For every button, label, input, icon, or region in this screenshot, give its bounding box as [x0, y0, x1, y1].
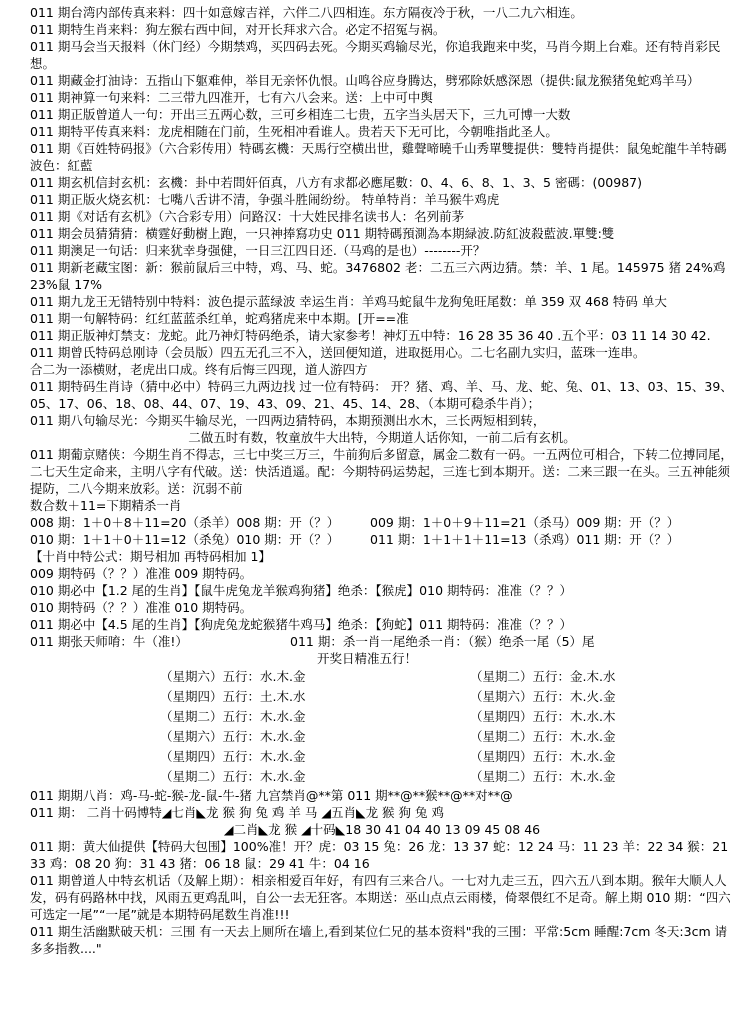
text-line: 011 期澳足一句话：归来犹幸身强健，一日三江四日还.（马鸡的是也）--------开？ [30, 243, 486, 258]
wuxing-row [30, 727, 734, 747]
text-line: 011 期藏金打油诗：五指山下躯难伸，举目无亲怀仇恨。山鸣谷应身腾达，劈邪除妖感深恩（提供:鼠龙猴猪兔蛇鸡羊马） [30, 73, 700, 88]
text-line: 011 期《百姓特码报》（六合彩传用）特碼玄機：天馬行空横出世，雞聲啼曉千山秀單雙提供：雙特肖提供：鼠兔蛇龍牛羊特碼波色：紅藍 [30, 141, 727, 173]
text-line: 011 期特生肖来料：狗左猴右西中间，对开长拜求六合。必定不招冤与祸。 [30, 22, 446, 37]
calc-cell: 009 期：1＋0＋9＋11=21（杀马）009 期：开（？） [370, 515, 680, 530]
wuxing-row [30, 767, 734, 787]
text-line: 011 期特码生肖诗（猜中必中）特码三九两边找 过一位有特码： 开？猪、鸡、羊、马、龙、蛇、兔、01、13、03、15、39、05、17、06、18、08、44、07、19、43、09、21、45、14、28、（本期可稳杀牛肖）； [30, 379, 733, 411]
text-line: 010 期必中【1.2 尾的生肖】【鼠牛虎兔龙羊猴鸡狗猪】绝杀：【猴虎】010 期特码：准准（？？） [30, 583, 573, 598]
wuxing-cell: （星期二）五行：金.木.水 [470, 669, 616, 684]
text-line: 二做五时有数，牧童放牛大出特，今期道人话你知，一前二后有玄机。 [188, 430, 576, 445]
calc-row [30, 531, 734, 548]
text-line: 011 期正版曾道人一句：开出三五两心数，三可乡相连二七贵，五字当头居天下，三九可博一大数 [30, 107, 571, 122]
text-line: 011 期正版神灯禁支：龙蛇。此乃神灯特码绝杀，请大家参考！神灯五中特：16 28 35 36 40 .五个平：03 11 14 30 42. [30, 328, 711, 343]
text-line: 011 期八句输尽光：今期买牛输尽光，一四两边猜特码，本期预测出水木，三长两短相到转， [30, 413, 546, 428]
zhang-left: 011 期张天师唷：牛（准!） [30, 634, 188, 649]
calc-cell: 008 期：1＋0＋8＋11=20（杀羊）008 期：开（？） [30, 515, 340, 530]
text-line: 011 期期八肖：鸡-马-蛇-猴-龙-鼠-牛-猪 九宫禁肖@**第 011 期**@**猴**@**对**@ [30, 788, 513, 803]
wuxing-row [30, 707, 734, 727]
wuxing-cell: （星期六）五行：木.火.金 [470, 689, 616, 704]
text-line: 011 期： 二肖十码博特◢七肖◣龙 猴 狗 兔 鸡 羊 马 ◢五肖◣龙 猴 狗 兔 鸡 [30, 805, 444, 820]
wuxing-title: 开奖日精准五行！ [316, 651, 417, 666]
text-line: 011 期神算一句来料：二三带九四准开，七有六八会来。送：上中可中舆 [30, 90, 433, 105]
text-line: 011 期一句解特码：红红蓝蓝杀红单，蛇鸡猪虎来中本期。[开==准 [30, 311, 409, 326]
text-line: 011 期：黄大仙提供【特码大包围】100%准！开？虎：03 15 兔：26 龙：13 37 蛇：12 24 马：11 23 羊：22 34 猴：21 33 鸡：08 20 狗：31 43 猪：06 18 鼠：29 41 牛：04 16 [30, 839, 729, 871]
wuxing-cell: （星期六）五行：木.水.金 [160, 729, 306, 744]
wuxing-cell: （星期二）五行：木.水.金 [470, 769, 616, 784]
calc-cell: 011 期：1＋1＋1＋11=13（杀鸡）011 期：开（？） [370, 532, 680, 547]
wuxing-row [30, 667, 734, 687]
text-line: 011 期会员猜猜猜：横霆好動樹上跑，一只神捧寫功史 011 期特碼預測為本期緑波.防紅波殺藍波.單雙:雙 [30, 226, 615, 241]
wuxing-cell: （星期四）五行：土.木.水 [160, 689, 306, 704]
text-line: 011 期曾道人中特玄机话（及解上期）：相亲相爱百年好，有四有三来合八。一七对九走三五，四六五八到本期。猴年大顺人人发，码有码路林中找，风雨五更鸡乱叫，自公一去无狂客。本期送：巫山点点云雨楼，倚翠偎红不足奇。解上期 010 期：“四六可选定一尾”“一尾”就是本期特码尾数生肖准!!! [30, 873, 731, 922]
zhang-right: 011 期：杀一肖一尾绝杀一肖：（猴）绝杀一尾（5）尾 [290, 634, 595, 649]
wuxing-cell: （星期二）五行：木.水.金 [470, 729, 616, 744]
text-line: 011 期葡京赌侠：今期生肖不得志，三七中奖三万三，牛前狗后多留意，属金二数有一码。一五两位可相合，下转二位搏同尾，二七天生定命来，主明八字有代破。送：快活逍遥。配：今期特码运势起，三连七到本期开。送：二来三跟一在头。三五神能须提防，二八今期来放彩。送：沉弱不前 [30, 447, 733, 496]
wuxing-cell: （星期六）五行：水.木.金 [160, 669, 306, 684]
text-line: ◢二肖◣龙 猴 ◢十码◣18 30 41 04 40 13 09 45 08 46 [223, 822, 541, 837]
wuxing-cell: （星期二）五行：木.水.金 [160, 769, 306, 784]
text-line: 011 期正版火烧玄机：七嘴八舌讲不清，争强斗胜闹纷纷。 特单特肖：羊马猴牛鸡虎 [30, 192, 500, 207]
text-line: 【十肖中特公式：期号相加 再特码相加 1】 [30, 549, 271, 564]
text-line: 011 期必中【4.5 尾的生肖】【狗虎兔龙蛇猴猪牛鸡马】绝杀：【狗蛇】011 期特码：准准（？？） [30, 617, 573, 632]
zhang-row [30, 633, 734, 650]
text-line: 011 期《对话有玄机》（六合彩专用）问路汉：十大姓民排名读书人：名列前茅 [30, 209, 465, 224]
calc-row [30, 514, 734, 531]
wuxing-cell: （星期二）五行：木.水.金 [160, 709, 306, 724]
text-line: 011 期台湾内部传真来料：四十如意嫁吉祥，六伴二八四相连。东方隔夜冷于秋，一八二九六相连。 [30, 5, 583, 20]
wuxing-cell: （星期四）五行：木.水.金 [160, 749, 306, 764]
text-line: 011 期特平传真来料：龙虎相随在门前，生死相冲看谁人。贵若天下无可比，今朝唯指此圣人。 [30, 124, 558, 139]
text-line: 011 期新老藏宝图：新：猴前鼠后三中特，鸡、马、蛇。3476802 老：二五三六两边猜。禁：羊、1 尾。145975 猪 24%鸡 23%鼠 17% [30, 260, 726, 292]
wuxing-row [30, 687, 734, 707]
calc-cell: 010 期：1＋1＋0＋11=12（杀兔）010 期：开（？） [30, 532, 340, 547]
text-line: 011 期九龙王无错特别中特料：波色提示蓝绿波 幸运生肖：羊鸡马蛇鼠牛龙狗兔旺尾数：单 359 双 468 特码 单大 [30, 294, 667, 309]
wuxing-row [30, 747, 734, 767]
text-line: 009 期特码（？？）准准 009 期特码。 [30, 566, 253, 581]
wuxing-cell: （星期四）五行：木.水.金 [470, 749, 616, 764]
text-line: 数合数＋11=下期精杀一肖 [30, 498, 182, 513]
text-line: 010 期特码（？？）准准 010 期特码。 [30, 600, 253, 615]
text-line: 011 期生活幽默破天机：三围 有一天去上厕所在墙上,看到某位仁兄的基本资料"我的三围：平常:5cm 睡醒:7cm 冬天:3cm 请多多指教...." [30, 924, 728, 956]
text-line: 011 期玄机信封玄机：玄機：卦中若問奸佰真，八方有求都必應尾數：0、4、6、8、1、3、5 密碼：(00987) [30, 175, 642, 190]
text-line: 011 期马会当天报料（休门经）今期禁鸡，买四码去死。今期买鸡输尽光，你追我跑来中奖，马肖今期上台难。还有特肖彩民想。 [30, 39, 721, 71]
wuxing-cell: （星期四）五行：木.水.木 [470, 709, 616, 724]
text-line: 011 期曾氏特码总刚诗（会员版）四五无孔三不入，送回便知道，进取挺用心。二七名副九实归，蓝珠一连串。 [30, 345, 646, 360]
text-line: 合二为一添横财，老虎出口成。终有后悔三四现，道人游四方 [30, 362, 368, 377]
